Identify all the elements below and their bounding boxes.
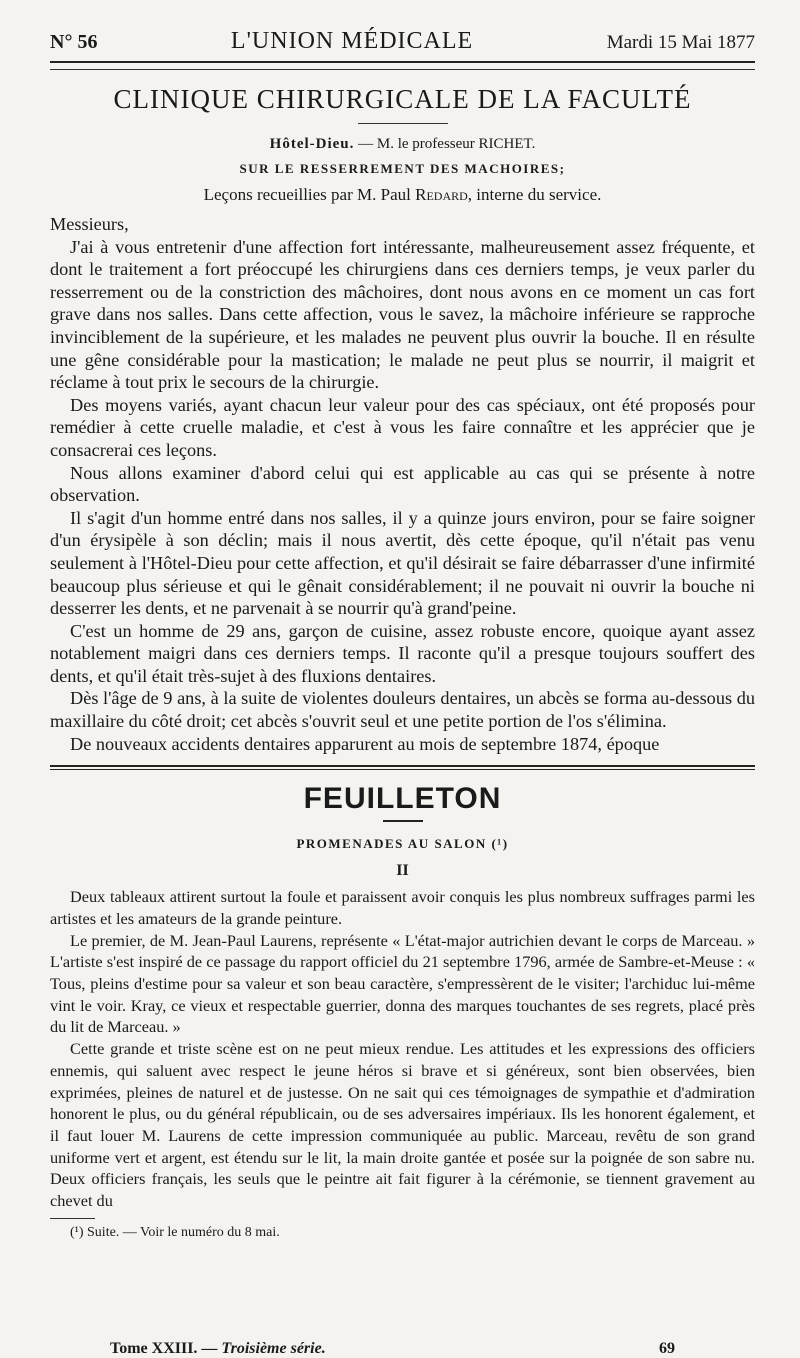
feuilleton-body [50,886,755,1212]
paragraph: Des moyens variés, ayant chacun leur valeur pour des cas spéciaux, ont été proposés pour remédier à cette cruelle maladie, et c'est à vous les faire connaître et les apprécier que je consacrerai ces leçons. [50,394,755,460]
lecture-body [50,213,755,755]
issue-number: N° 56 [50,31,98,53]
feuilleton-separator [50,765,755,770]
paragraph: Il s'agit d'un homme entré dans nos salles, il y a quinze jours environ, pour se faire soigner d'un érysipèle à son déclin; mais il nous avertit, dès cette époque, qu'il n'était pas venu seulement à l'Hôtel-Dieu pour cette affection, et qu'il désirait se faire débarrasser d'une infirmité beaucoup plus sérieuse et qui le gênait considérablement; il ne pouvait ni ouvrir la bouche ni desserrer les dents, et ne parvenait à se nourrir qu'à grand'peine. [50,507,755,619]
feuilleton-part: II [396,862,409,880]
issue-date: Mardi 15 Mai 1877 [606,32,755,53]
volume-label [110,1340,326,1358]
footnote-rule [50,1218,95,1219]
paragraph: De nouveaux accidents dentaires apparurent au mois de septembre 1874, époque [70,733,660,754]
credit-suffix: , interne du service. [467,185,602,204]
lecture-credit [50,185,755,205]
feuilleton-title: FEUILLETON [303,782,502,816]
page-footer [50,1340,755,1358]
newspaper-page [50,28,755,1357]
credit-author: Redard [415,185,468,204]
paragraph: Le premier, de M. Jean-Paul Laurens, représente « L'état-major autrichien devant le corps de Marceau. » L'artiste s'est inspiré de ce passage du rapport officiel du 21 septembre 1796, armée de Sambre-et-Meuse : « Tous, pleins d'estime pour sa valeur et son beau caractère, s'empressèrent de le visiter; l'archiduc lui-même vint le voir. Kray, ce vieux et respectable guerrier, donna des marques touchantes de ses regrets, placé près du lit de Marceau. » [50,930,755,1037]
professor-name: — M. le professeur RICHET. [354,136,536,152]
salutation: Messieurs, [50,214,129,234]
masthead [50,28,755,63]
feuilleton-subtitle: PROMENADES AU SALON (¹) [296,836,509,852]
feuilleton-divider [383,820,423,822]
header-rule [50,69,755,70]
hotel-dieu-label: Hôtel-Dieu. [269,136,355,152]
paragraph: Deux tableaux attirent surtout la foule et paraissent avoir conquis les plus nombreux suffrages parmi les artistes et les amateurs de la grande peinture. [50,887,755,928]
tome-text: Tome XXIII. — [110,1340,222,1357]
journal-title: L'UNION MÉDICALE [230,28,474,54]
paragraph: Dès l'âge de 9 ans, à la suite de violentes douleurs dentaires, un abcès se forma au-dessous du maxillaire du côté droit; cet abcès s'ouvrit seul et une petite portion de l'os s'élimina. [50,688,755,732]
section-divider [358,123,448,124]
paragraph: C'est un homme de 29 ans, garçon de cuisine, assez robuste encore, quoique ayant assez notablement maigri dans ces derniers temps. Il raconte qu'il a presque toujours souffert des dents, et qu'il était très-sujet à des fluxions dentaires. [50,620,755,686]
paragraph: J'ai à vous entretenir d'une affection fort intéressante, malheureusement assez fréquente, et dont le traitement a fort préoccupé les chirurgiens dans ces derniers temps, je veux parler du resserrement ou de la constriction des mâchoires, dont nous avons en ce moment un cas fort grave dans nos salles. Dans cette affection, vous le savez, la mâchoire inférieure se rapproche invinciblement de la supérieure, et les malades ne peuvent plus ouvrir la bouche. Il en résulte une gêne considérable pour la mastication; le malade ne peut plus se nourrir, il maigrit et réclame à tout prix le secours de la chirurgie. [50,236,755,393]
section-title: CLINIQUE CHIRURGICALE DE LA FACULTÉ [113,84,692,114]
footnote: (¹) Suite. — Voir le numéro du 8 mai. [70,1224,280,1240]
paragraph: Cette grande et triste scène est on ne peut mieux rendue. Les attitudes et les expressions des officiers ennemis, qui saluent avec respect le jeune héros si brave et si généreux, sont bien observées, bien exprimées, pleines de naturel et de justesse. On ne sait qui ces témoignages de sympathie et d'admiration honorent le plus, ou du général républicain, ou de ses adversaires impériaux. Ils les honorent également, et il faut louer M. Laurens de cette impression communiquée au public. Marceau, revêtu de son grand uniforme vert et argent, est étendu sur le lit, la main droite gantée et posée sur la poignée de son sabre nu. Deux officiers français, les seuls que le peintre ait fait figurer à la cérémonie, se tiennent gravement au chevet du [50,1039,755,1211]
page-number: 69 [659,1340,675,1357]
credit-prefix: Leçons recueillies par M. Paul [203,185,416,204]
series-text: Troisième série. [221,1340,326,1357]
paragraph: Nous allons examiner d'abord celui qui est applicable au cas qui se présente à notre observation. [50,462,755,506]
lecture-subject: SUR LE RESSERREMENT DES MACHOIRES; [239,161,566,176]
lecture-location [50,136,755,153]
